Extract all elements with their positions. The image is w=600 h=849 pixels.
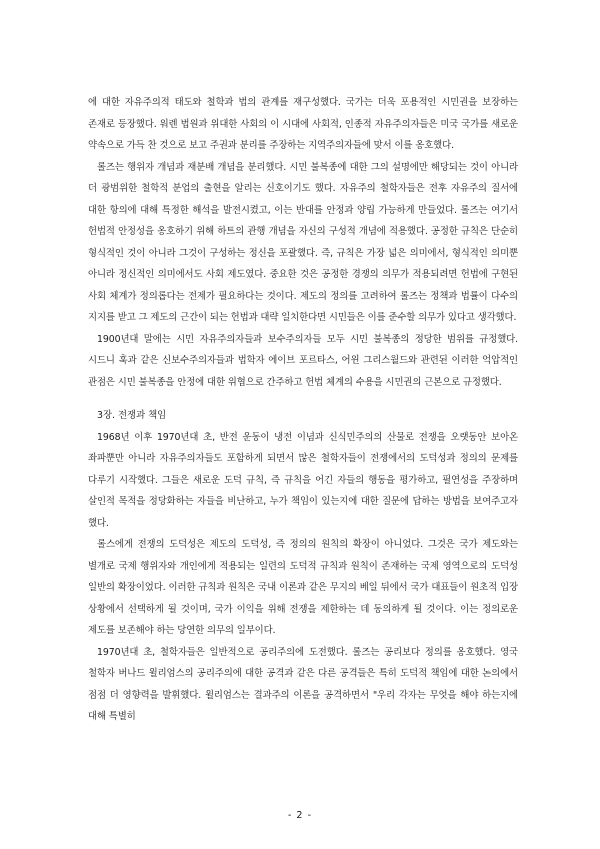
section-title: 3장. 전쟁과 책임 [97, 410, 167, 421]
paragraph: 1900년대 말에는 시민 자유주의자들과 보수주의자들 모두 시민 불복종의 정당한 범위를 규정했다. 시드니 훅과 같은 신보수주의자들과 법학자 에이브 포르타스, 어윈 그리스월드와 관련된 이러한 억압적인 관점은 시민 불복종을 안정에 대한 위협으로 간주하고 헌법 체계의 수용을 시민권의 근본으로 규정했다. [88, 333, 518, 388]
document-body [88, 92, 518, 728]
paragraph: 롤스에게 전쟁의 도덕성은 제도의 도덕성, 즉 정의의 원칙의 확장이 아니었다. 그것은 국가 제도와는 별개로 국제 행위자와 개인에게 적용되는 일련의 도덕적 규칙과 원칙이 존재하는 국제 영역으로의 도덕성 일반의 확장이었다. 이러한 규칙과 원칙은 국내 이론과 같은 무지의 베일 뒤에서 국가 대표들이 원초적 입장 상황에서 선택하게 될 것이며, 국가 이익을 위해 전쟁을 제한하는 데 동의하게 될 것이다. 이는 정의로운 제도를 보존해야 하는 당연한 의무의 일부이다. [88, 539, 518, 636]
paragraph: 1968년 이후 1970년대 초, 반전 운동이 냉전 이념과 신식민주의의 산물로 전쟁을 오랫동안 보아온 좌파뿐만 아니라 자유주의자들도 포함하게 되면서 많은 철학자들이 전쟁에서의 도덕성과 정의의 문제를 다루기 시작했다. 그들은 새로운 도덕 규칙, 즉 규칙을 어긴 자들의 행동을 평가하고, 필연성을 주장하며 살인적 목적을 정당화하는 자들을 비난하고, 누가 책임이 있는지에 대한 질문에 답하는 방법을 보여주고자 했다. [88, 431, 518, 529]
paragraph: 에 대한 자유주의적 태도와 철학과 법의 관계를 재구성했다. 국가는 더욱 포용적인 시민권을 보장하는 존재로 등장했다. 워렌 법원과 위대한 사회의 이 시대에 사회적, 인종적 자유주의자들은 미국 국가를 새로운 약속으로 가득 찬 것으로 보고 주권과 분리를 주장하는 지역주의자들에 맞서 이를 옹호했다. [88, 97, 518, 151]
paragraph: 롤즈는 행위자 개념과 재분배 개념을 분리했다. 시민 불복종에 대한 그의 설명에만 해당되는 것이 아니라 더 광범위한 철학적 분업의 출현을 알리는 신호이기도 했다. 자유주의 철학자들은 전후 자유주의 질서에 대한 항의에 대해 특정한 해석을 발전시켰고, 이는 반대를 안정과 양립 가능하게 만들었다. 롤즈는 여기서 헌법적 안정성을 옹호하기 위해 하트의 관행 개념을 자신의 구성적 개념에 적용했다. 공정한 규칙은 단순히 형식적인 것이 아니라 그것이 구성하는 정신을 포괄했다. 즉, 규칙은 가장 넓은 의미에서, 형식적인 의미뿐 아니라 정신적인 의미에서도 사회 제도였다. 중요한 것은 공정한 경쟁의 의무가 적용되려면 헌법에 구현된 사회 체계가 정의롭다는 전제가 필요하다는 것이다. 제도의 정의를 고려하여 롤즈는 정책과 법률이 다수의 지지를 받고 그 제도의 근간이 되는 헌법과 대략 일치한다면 시민들은 이를 준수할 의무가 있다고 생각했다. [88, 161, 518, 323]
paragraph: 1970년대 초, 철학자들은 일반적으로 공리주의에 도전했다. 롤즈는 공리보다 정의를 옹호했다. 영국 철학자 버나드 윌리엄스의 공리주의에 대한 공격과 같은 다른 공격들은 특히 도덕적 책임에 대한 논의에서 점점 더 영향력을 발휘했다. 윌리엄스는 결과주의 이론을 공격하면서 "우리 각자는 무엇을 해야 하는지에 대해 특별히 [88, 646, 518, 722]
page-number: - 2 - [287, 810, 313, 821]
